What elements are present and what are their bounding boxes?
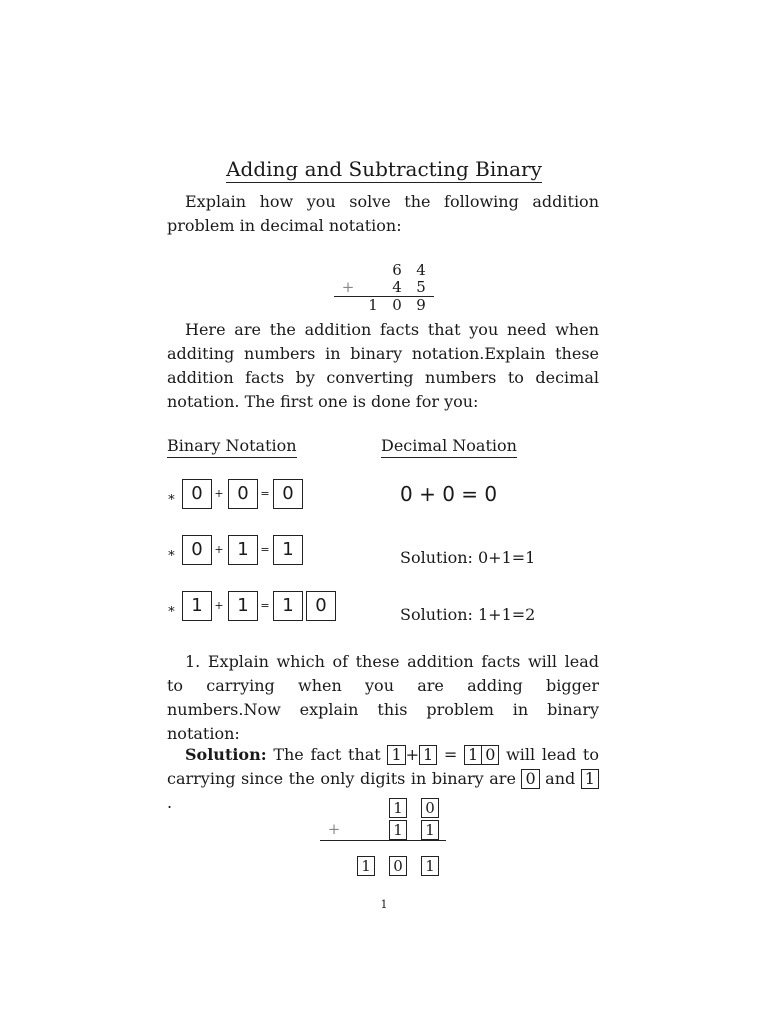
decimal-result-digit: 1 [368, 296, 378, 314]
decimal-result-digit: 9 [416, 296, 426, 314]
binary-problem-digit: 0 [421, 798, 439, 818]
inline-digit-box: 1 [387, 745, 405, 765]
page-title: Adding and Subtracting Binary [226, 157, 542, 181]
decimal-plus-sign: + [341, 278, 355, 296]
binary-digit-box: 0 [182, 479, 212, 509]
binary-sum-rule [320, 840, 446, 841]
plus-sign: + [214, 599, 224, 612]
binary-notation-header: Binary Notation [167, 435, 297, 458]
page-number: 1 [380, 898, 388, 911]
binary-digit-box: 1 [182, 591, 212, 621]
binary-plus-sign: + [327, 820, 341, 838]
solution-paragraph: Solution: The fact that 1 + 1 = 1 0 will lead to carrying since the only digits in binary are 0 and 1. [167, 745, 599, 812]
binary-digit-box: 0 [182, 535, 212, 565]
binary-digit-box: 0 [273, 479, 303, 509]
inline-digit-box: 1 [419, 745, 437, 765]
decimal-row2-digit: 4 [392, 278, 402, 296]
fact-bullet: ∗ [167, 546, 176, 561]
plus-sign: + [214, 543, 224, 556]
binary-digit-box: 1 [273, 535, 303, 565]
equals-sign: = [260, 487, 270, 500]
decimal-row1-digit: 4 [416, 261, 426, 279]
binary-result-digit: 1 [421, 856, 439, 876]
binary-problem-digit: 1 [389, 820, 407, 840]
facts-paragraph: Here are the addition facts that you need when additing numbers in binary notation.Explain these addition facts by converting numbers to decimal notation. The first one is done for you: [167, 320, 599, 411]
decimal-row2-digit: 5 [416, 278, 426, 296]
intro-paragraph: Explain how you solve the following addition problem in decimal notation: [167, 192, 599, 235]
question-1: 1. Explain which of these addition facts will lead to carrying when you are adding bigger numbers.Now explain this problem in binary notation: [167, 652, 599, 743]
equals-sign: = [260, 543, 270, 556]
binary-digit-box: 0 [306, 591, 336, 621]
inline-digit-box: 1 0 [464, 745, 499, 765]
binary-result-digit: 1 [357, 856, 375, 876]
binary-digit-box: 0 [228, 479, 258, 509]
inline-digit-box: 1 [581, 769, 599, 789]
binary-digit-box: 1 [273, 591, 303, 621]
solution-label: Solution: [185, 745, 267, 764]
fact-solution: Solution: 1+1=2 [400, 605, 536, 624]
binary-digit-box: 1 [228, 591, 258, 621]
inline-digit-box: 0 [521, 769, 539, 789]
decimal-equation: 0 + 0 = 0 [400, 482, 498, 506]
fact-bullet: ∗ [167, 490, 176, 505]
binary-problem-digit: 1 [389, 798, 407, 818]
fact-bullet: ∗ [167, 602, 176, 617]
plus-sign: + [214, 487, 224, 500]
fact-solution: Solution: 0+1=1 [400, 548, 536, 567]
binary-problem-digit: 1 [421, 820, 439, 840]
binary-result-digit: 0 [389, 856, 407, 876]
decimal-result-digit: 0 [392, 296, 402, 314]
equals-sign: = [260, 599, 270, 612]
binary-digit-box: 1 [228, 535, 258, 565]
decimal-notation-header: Decimal Noation [381, 435, 517, 458]
decimal-row1-digit: 6 [392, 261, 402, 279]
